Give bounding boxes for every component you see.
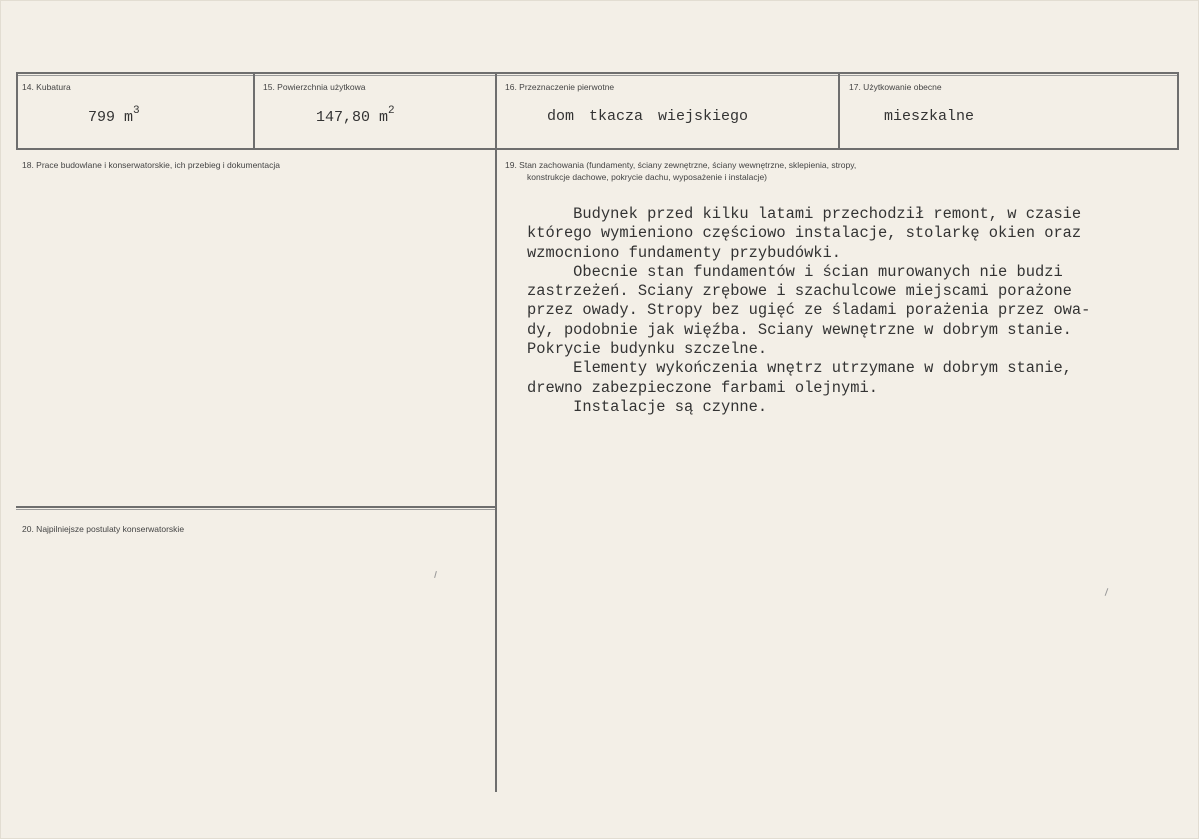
- field-15-value: [316, 107, 395, 126]
- field-17-value: mieszkalne: [884, 108, 975, 125]
- kubatura-exponent: 3: [133, 105, 140, 117]
- condition-line: dy, podobnie jak więźba. Sciany wewnętrzne w dobrym stanie.: [527, 320, 1072, 339]
- row1-bottom-rule: [16, 148, 1179, 150]
- field-18-label: 18. Prace budowlane i konserwatorskie, ich przebieg i dokumentacja: [22, 160, 280, 170]
- condition-line: Budynek przed kilku latami przechodził remont, w czasie: [527, 205, 1082, 223]
- divider-16-17: [838, 72, 840, 149]
- pencil-mark: [1105, 588, 1109, 596]
- condition-line: przez owady. Stropy bez ugięć ze śladami porażenia przez owa-: [527, 301, 1091, 320]
- field-19-label-line2: konstrukcje dachowe, pokrycie dachu, wyposażenie i instalacje): [527, 172, 768, 182]
- condition-line: Instalacje są czynne.: [527, 397, 768, 416]
- condition-line: wzmocniono fundamenty przybudówki.: [527, 243, 842, 262]
- top-rule-thin: [16, 75, 1179, 76]
- condition-line: Obecnie stan fundamentów i ścian murowanych nie budzi: [527, 262, 1063, 281]
- area-exponent: 2: [388, 105, 395, 117]
- condition-line: Elementy wykończenia wnętrz utrzymane w dobrym stanie,: [527, 359, 1072, 378]
- condition-description: [527, 205, 1127, 417]
- divider-14-15: [253, 72, 255, 149]
- condition-line: którego wymieniono częściowo instalacje, stolarkę okien oraz: [527, 224, 1082, 243]
- field-14-label: 14. Kubatura: [22, 82, 71, 92]
- pencil-mark: [434, 571, 437, 578]
- top-rule: [16, 72, 1179, 74]
- field-19-label-line1: 19. Stan zachowania (fundamenty, ściany zewnętrzne, ściany wewnętrzne, sklepienia, stropy,: [505, 160, 857, 170]
- field-20-label: 20. Najpilniejsze postulaty konserwatorskie: [22, 524, 185, 534]
- field-17-label: 17. Użytkowanie obecne: [849, 82, 942, 92]
- section-18-20-rule-thin: [16, 509, 495, 510]
- area-number: 147,80 m: [316, 109, 389, 126]
- condition-line: drewno zabezpieczone farbami olejnymi.: [527, 378, 878, 397]
- field-15-label: 15. Powierzchnia użytkowa: [263, 82, 366, 92]
- field-16-value: dom tkacza wiejskiego: [547, 108, 749, 125]
- left-border: [16, 72, 18, 149]
- kubatura-number: 799 m: [88, 109, 134, 126]
- right-border: [1177, 72, 1179, 149]
- field-16-label: 16. Przeznaczenie pierwotne: [505, 82, 615, 92]
- condition-line: zastrzeżeń. Sciany zrębowe i szachulcowe miejscami porażone: [527, 282, 1072, 301]
- condition-line: Pokrycie budynku szczelne.: [527, 340, 768, 359]
- divider-15-16: [495, 72, 497, 792]
- section-18-20-rule: [16, 506, 495, 508]
- field-14-value: [88, 107, 140, 126]
